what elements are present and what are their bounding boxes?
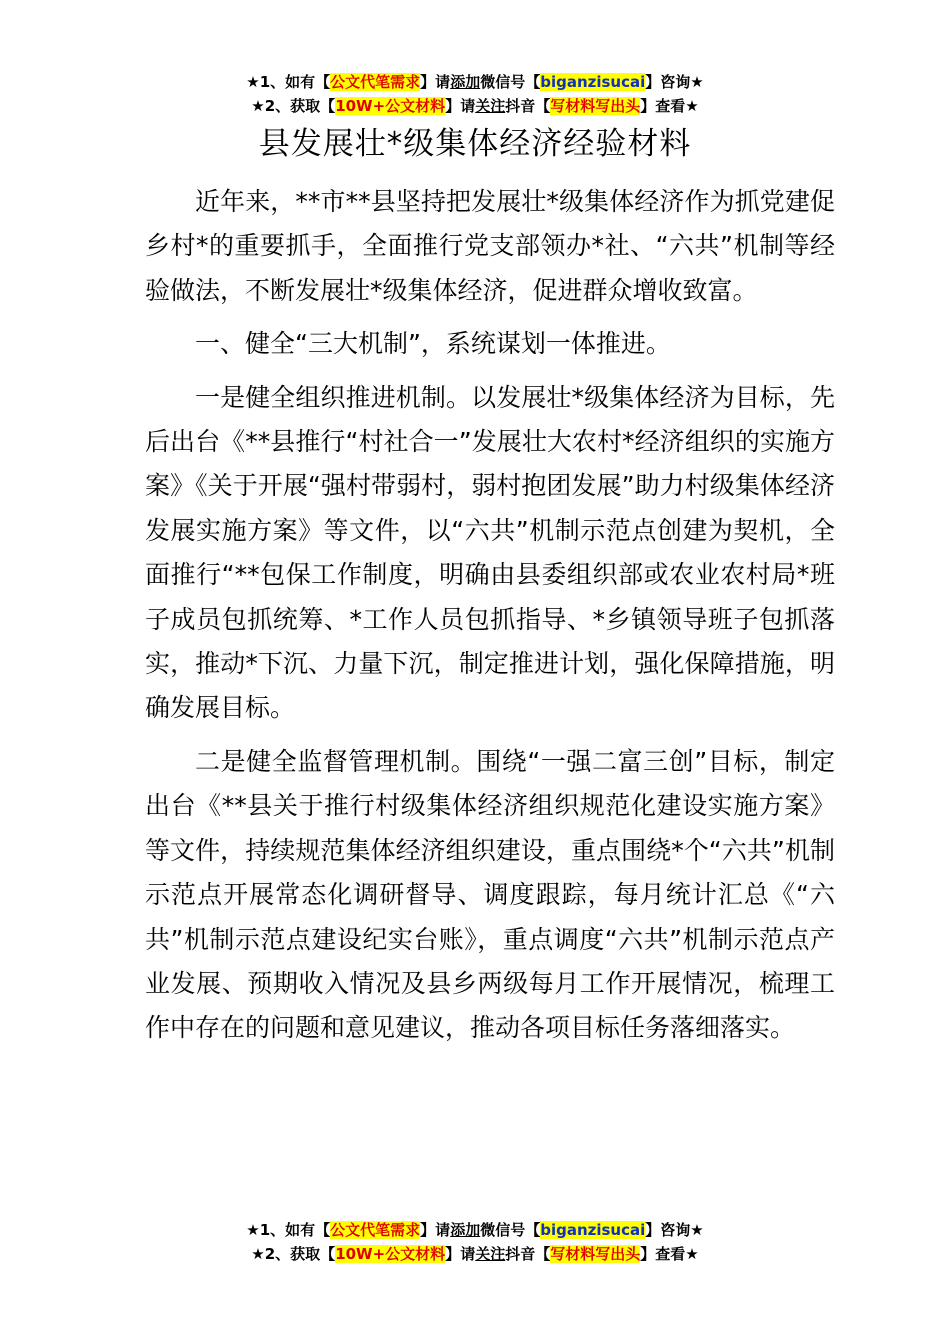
paragraph-organization: 一是健全组织推进机制。以发展壮*级集体经济为目标，先后出台《**县推行“村社合一”发展壮大农村*经济组织的实施方案》《关于开展“强村带弱村，弱村抱团发展”助力村级集体经济发展实施方案》等文件，以“六共”机制示范点创建为契机，全面推行“**包保工作制度，明确由县委组织部或农业农村局*班子成员包抓统筹、*工作人员包抓指导、*乡镇领导班子包抓落实，推动*下沉、力量下沉，制定推进计划，强化保障措施，明确发展目标。 — [145, 382, 835, 723]
document-body — [145, 180, 835, 1060]
banner-line-2: ★2、获取【10W+公文材料】请关注抖音【写材料写出头】查看★ — [251, 97, 699, 115]
banner-line-1: ★1、如有【公文代笔需求】请添加微信号【biganzisucai】咨询★ — [246, 1221, 704, 1239]
section-heading-1: 一、健全“三大机制”，系统谋划一体推进。 — [195, 329, 671, 359]
paragraph-intro: 近年来，**市**县坚持把发展壮*级集体经济作为抓党建促乡村*的重要抓手，全面推行党支部领办*社、“六共”机制等经验做法，不断发展壮*级集体经济，促进群众增收致富。 — [145, 187, 835, 305]
highlight-wechat-id: biganzisucai — [540, 73, 646, 91]
highlight-douyin: 写材料写出头 — [550, 1245, 641, 1263]
paragraph-supervision: 二是健全监督管理机制。围绕“一强二富三创”目标，制定出台《**县关于推行村级集体经济组织规范化建设实施方案》等文件，持续规范集体经济组织建设，重点围绕*个“六共”机制示范点开展常态化调研督导、调度跟踪，每月统计汇总《“六共”机制示范点建设纪实台账》，重点调度“六共”机制示范点产业发展、预期收入情况及县乡两级每月工作开展情况，梳理工作中存在的问题和意见建议，推动各项目标任务落细落实。 — [145, 746, 835, 1043]
banner-line-1: ★1、如有【公文代笔需求】请添加微信号【biganzisucai】咨询★ — [246, 73, 704, 91]
bottom-banner — [0, 1218, 950, 1266]
top-banner — [0, 70, 950, 118]
highlight-service: 公文代笔需求 — [330, 1221, 421, 1239]
document-title: 县发展壮*级集体经济经验材料 — [258, 126, 692, 162]
highlight-materials: 10W+公文材料 — [335, 97, 446, 115]
banner-line-2: ★2、获取【10W+公文材料】请关注抖音【写材料写出头】查看★ — [251, 1245, 699, 1263]
highlight-wechat-id: biganzisucai — [540, 1221, 646, 1239]
highlight-service: 公文代笔需求 — [330, 73, 421, 91]
highlight-materials: 10W+公文材料 — [335, 1245, 446, 1263]
highlight-douyin: 写材料写出头 — [550, 97, 641, 115]
